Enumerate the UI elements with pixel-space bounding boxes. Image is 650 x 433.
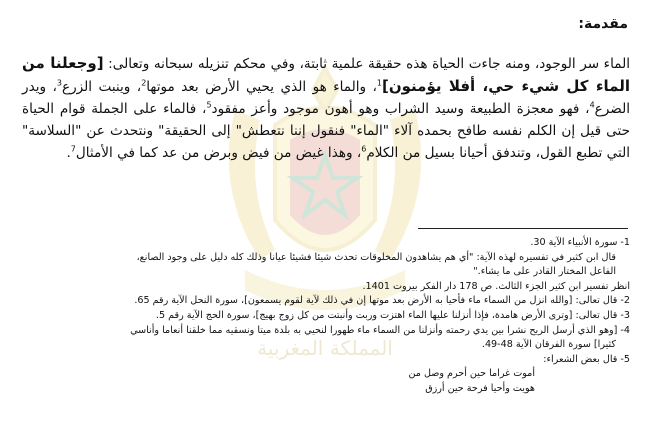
- text-run: ، ويدر الضرع: [22, 79, 630, 117]
- footnote-ref[interactable]: 5: [206, 100, 212, 110]
- footnote-4-end: كثيرا] سورة الفرقان الآية 48-49.: [481, 339, 616, 351]
- quran-verse: [وجعلنا من الماء كل شيء حي، أفلا يؤمنون]: [22, 54, 630, 95]
- text-run: الماء سر الوجود، ومنه جاءت الحياة هذه حقيقة علمية ثابتة، وفي محكم تنزيله سبحانه وتعالى:: [108, 56, 630, 72]
- footnote-ref[interactable]: 6: [361, 144, 367, 154]
- introduction-paragraph: [22, 52, 630, 164]
- paragraph-text: [22, 52, 630, 164]
- footnote-ref[interactable]: 1: [376, 78, 382, 88]
- poem-verse: هويت وأحيا فرحة حين أرزق: [425, 382, 535, 394]
- poem-verse: أموت غراما حين أحرم وصل من: [408, 368, 535, 380]
- text-run: ، فالماء على الجملة قوام الحياة حتى قيل إن الكلم نفسه طافح بحمده آلاء "الماء" فنقول إننا نتعطش" إلى الحقيقة" ونتحدث عن "السلاسة" التي تطبع القول، وتندفق أحيانا بسيل من الكلام: [22, 101, 630, 161]
- footnote-1-quote-end: الفاعل المختار القادر على ما يشاء.": [473, 266, 616, 278]
- footnote-ref[interactable]: 4: [589, 100, 595, 110]
- text-run: .: [66, 145, 71, 161]
- footnote-separator: [418, 228, 628, 229]
- section-heading: مقدمة:: [578, 16, 628, 32]
- footnote-ref[interactable]: 3: [56, 78, 62, 88]
- text-run: ، وهذا غيض من فيض وبرض من عد كما في الأمثال: [75, 145, 362, 161]
- watermark-text: المملكة المغربية: [257, 336, 393, 360]
- footnote-1-reference: انظر تفسير ابن كثير الجزء الثالث. ص 178 دار الفكر بيروت 1401.: [362, 280, 630, 292]
- footnote-2: 2- قال تعالى: [والله انزل من السماء ماء فأحيا به الأرض بعد موتها إن في ذلك لآية لقوم يسمعون]، سورة النحل الآية رقم 65.: [134, 295, 630, 307]
- footnote-1-quote: قال ابن كثير في تفسيره لهذه الآية: "أي هم يشاهدون المخلوقات تحدث شيئا فشيئا عيانا وذلك كله دليل على وجود الصانع،: [136, 251, 616, 263]
- text-run: ، وينبت الزرع: [61, 79, 142, 95]
- footnote-ref[interactable]: 7: [70, 144, 76, 154]
- footnotes-section: [20, 236, 630, 397]
- footnote-ref[interactable]: 2: [141, 78, 147, 88]
- text-run: ، فهو معجزة الطبيعة وسيد الشراب وهو أهون موجود وأعز مفقود: [211, 101, 590, 117]
- footnote-1: 1- سورة الأنبياء الآية 30.: [530, 237, 630, 248]
- footnote-5: 5- قال بعض الشعراء:: [543, 353, 630, 365]
- footnote-4: 4- [وهو الذي أرسل الريح نشرا بين يدي رحمته وأنزلنا من السماء ماء طهورا لنحيي به بلدة ميتا ونسقيه مما خلقنا أنعاما وأناسي: [130, 324, 630, 336]
- footnote-3: 3- قال تعالى: [وترى الأرض هامدة، فإذا أنزلنا عليها الماء اهتزت وربت وأنبتت من كل زوج بهيج]، سورة الحج الآية رقم 5.: [155, 309, 630, 321]
- text-run: ، والماء هو الذي يحيي الأرض بعد موتها: [146, 79, 377, 95]
